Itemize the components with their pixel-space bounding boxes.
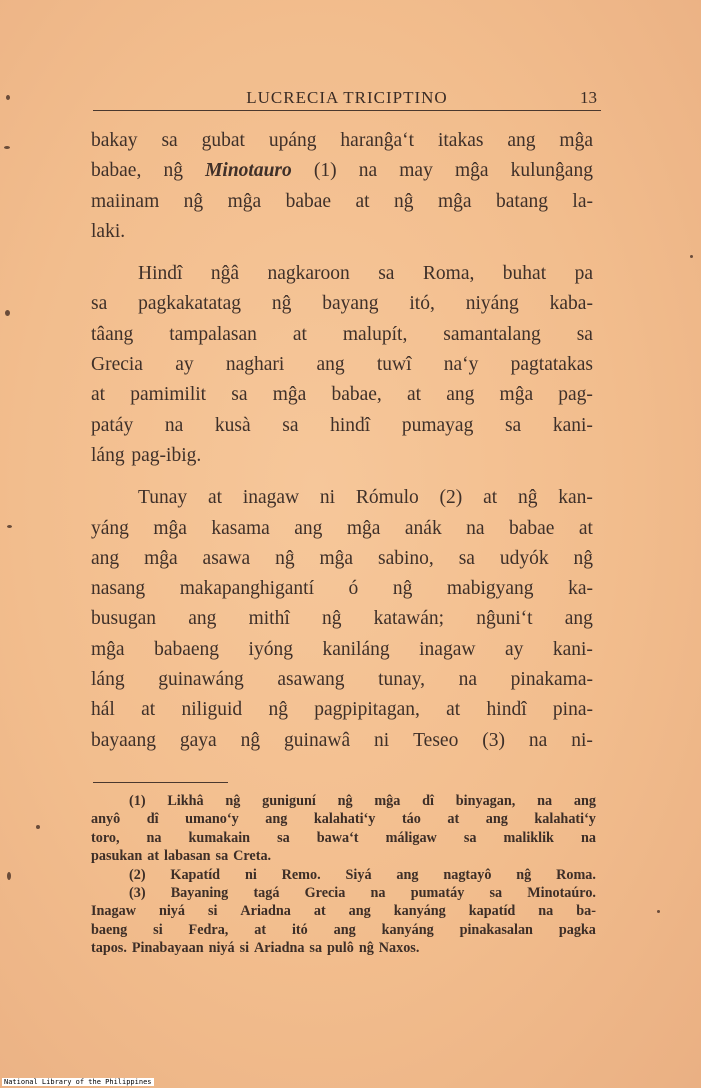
word: ang	[564, 608, 593, 630]
word: sa	[309, 940, 323, 957]
word: gaya	[179, 729, 217, 751]
word: mĝa	[144, 547, 178, 569]
word: Kapatíd	[170, 866, 221, 883]
margin-speck	[657, 910, 660, 913]
word: mĝa	[153, 517, 187, 539]
word: ang	[294, 517, 323, 539]
word: baeng	[91, 921, 128, 938]
word: ang	[396, 866, 419, 883]
running-title: LUCRECIA TRICIPTINO	[246, 88, 448, 107]
word: haranĝa‘t	[340, 130, 415, 151]
word: sa	[277, 829, 290, 846]
word: mithî	[248, 608, 290, 630]
word: máligaw	[385, 829, 437, 846]
word: pumatáy	[410, 884, 465, 901]
paragraph-gap	[91, 471, 593, 483]
word: mĝa	[437, 190, 472, 212]
body-text	[91, 126, 593, 756]
word: niyáng	[465, 293, 519, 315]
word: na	[537, 793, 553, 809]
footnote-line	[91, 921, 596, 939]
word: mabigyang	[446, 578, 534, 600]
word: Likhâ	[167, 793, 204, 809]
word: (1)	[313, 160, 337, 182]
word: tâang	[91, 323, 134, 345]
word: kanyáng	[393, 903, 446, 920]
footnote-line	[91, 847, 596, 865]
text-line	[91, 635, 593, 665]
word: bawa‘t	[316, 829, 359, 846]
word: Roma.	[556, 866, 596, 883]
word: pag-ibig.	[131, 444, 202, 466]
word: katawán;	[373, 608, 445, 630]
text-line	[91, 187, 593, 217]
word: babae,	[331, 384, 382, 406]
word: nĝ	[358, 940, 374, 957]
word: pagtatakas	[510, 354, 593, 376]
word: na	[538, 903, 554, 920]
word: na	[164, 414, 184, 436]
footnote-rule	[93, 782, 228, 783]
word: patáy	[91, 414, 134, 436]
word: pagpipitagan,	[314, 699, 420, 721]
word: sa	[231, 384, 248, 406]
word: guinawáng	[158, 669, 244, 691]
word: busugan	[91, 608, 156, 630]
word: sa	[161, 130, 178, 151]
word: at	[313, 903, 326, 920]
word: nĝ	[516, 866, 532, 883]
word: pinakasalan	[459, 921, 533, 938]
word: itakas	[437, 130, 484, 151]
word: inagaw	[242, 487, 300, 509]
word: hindî	[486, 699, 527, 721]
footnote-line	[91, 902, 596, 920]
footnote-line	[91, 792, 596, 810]
margin-speck	[7, 872, 11, 880]
word: nagtayô	[443, 866, 492, 883]
word: at	[254, 921, 267, 938]
word: dî	[422, 793, 434, 809]
word: nĝâ	[210, 263, 240, 285]
word: mĝa	[454, 160, 489, 182]
word: Fedra,	[188, 921, 229, 938]
word: Inagaw	[91, 903, 136, 920]
word: upáng	[268, 130, 317, 151]
word: kaniláng	[322, 638, 390, 660]
word: kumakain	[188, 829, 251, 846]
word: mĝa	[346, 517, 381, 539]
word: tuwî	[376, 354, 412, 376]
word: at	[207, 487, 223, 509]
word: laki.	[91, 220, 126, 242]
text-line	[91, 411, 593, 441]
word: Tunay	[138, 487, 188, 509]
word: kasama	[211, 517, 270, 539]
word: sa	[576, 323, 593, 345]
word: niyá	[208, 940, 235, 957]
word: nĝ	[517, 487, 538, 509]
word: kaba-	[549, 293, 593, 315]
page-number: 13	[580, 88, 597, 107]
word: labasan	[164, 848, 211, 865]
margin-speck	[7, 525, 12, 528]
word: at	[141, 699, 156, 721]
word: ó	[348, 578, 359, 600]
word: sa	[458, 547, 475, 569]
word: tunay,	[378, 669, 426, 691]
word: tapos.	[91, 940, 127, 957]
word: si	[153, 921, 163, 938]
running-header	[93, 86, 601, 112]
word: itó	[291, 921, 308, 938]
footnote-line	[91, 939, 596, 957]
word: Creta.	[233, 848, 272, 865]
word: kalahati‘y	[534, 811, 596, 828]
word: na	[458, 669, 478, 691]
word: udyók	[499, 547, 549, 569]
word: pina-	[552, 699, 593, 721]
word: buhat	[502, 263, 547, 285]
word: niyá	[158, 903, 185, 920]
word: at	[292, 323, 307, 345]
word: láng	[91, 669, 125, 691]
word: at	[406, 384, 422, 406]
footnote-line	[91, 829, 596, 847]
word: makapanghigantí	[179, 578, 314, 600]
footnotes	[91, 792, 596, 958]
word: ba-	[576, 903, 596, 920]
word: guniguní	[262, 793, 316, 809]
word: guinawâ	[284, 729, 351, 751]
paragraph-gap	[91, 247, 593, 259]
word: tagá	[253, 884, 280, 901]
word: mĝa	[374, 793, 401, 809]
margin-speck	[36, 825, 40, 829]
word: Teseo	[413, 729, 459, 751]
word: pumayag	[401, 414, 474, 436]
text-line	[91, 217, 593, 247]
word: ang	[188, 608, 217, 630]
word: naghari	[225, 354, 285, 376]
word: mĝa	[91, 638, 125, 660]
word: maiinam	[91, 190, 160, 212]
word: samantalang	[443, 323, 541, 345]
footnote-line	[91, 884, 596, 902]
word: (2)	[129, 866, 146, 883]
word: sa	[91, 293, 108, 315]
word: mĝa	[272, 384, 307, 406]
word: babae	[285, 190, 332, 212]
word: ni-	[571, 729, 593, 751]
word: gubat	[201, 130, 245, 151]
word: la-	[572, 190, 593, 212]
word: ang	[573, 793, 596, 809]
word: na	[580, 829, 596, 846]
header-rule	[93, 110, 601, 111]
word: batang	[496, 190, 548, 212]
word: nĝ	[392, 578, 413, 600]
word: (1)	[129, 793, 146, 809]
word: at	[355, 190, 370, 212]
word: si	[239, 940, 250, 957]
word: Grecia	[304, 884, 346, 901]
footnote-line	[91, 866, 596, 884]
margin-speck	[5, 310, 10, 316]
word: at	[447, 811, 460, 828]
text-line	[91, 350, 593, 380]
word: ang	[91, 547, 120, 569]
word: ang	[348, 903, 371, 920]
word: Minotauro	[205, 160, 292, 182]
word: itó,	[409, 293, 435, 315]
word: anák	[404, 517, 442, 539]
word: malupít,	[342, 323, 408, 345]
word: nasang	[91, 578, 146, 600]
word: kapatíd	[468, 903, 516, 920]
footnote-line	[91, 810, 596, 828]
word: sa	[215, 848, 229, 865]
word: ni	[244, 866, 257, 883]
word: iyóng	[248, 638, 293, 660]
word: babae,	[91, 160, 142, 182]
word: nĝuni‘t	[476, 608, 533, 630]
word: kan-	[558, 487, 593, 509]
word: sa	[282, 414, 299, 436]
word: tampalasan	[169, 323, 257, 345]
text-line	[91, 156, 593, 186]
word: babaeng	[154, 638, 220, 660]
text-line	[91, 289, 593, 319]
text-line	[91, 726, 593, 756]
word: ay	[504, 638, 524, 660]
text-line	[91, 544, 593, 574]
word: maliklik	[503, 829, 554, 846]
word: Ariadna	[254, 940, 305, 957]
word: kanyáng	[381, 921, 434, 938]
word: si	[207, 903, 218, 920]
word: kulunĝang	[510, 160, 593, 182]
text-line	[91, 574, 593, 604]
word: (2)	[439, 487, 463, 509]
word: pulô	[327, 940, 354, 957]
word: nĝ	[275, 547, 295, 569]
word: na	[466, 517, 485, 539]
text-line	[91, 259, 593, 289]
word: sabino,	[377, 547, 434, 569]
word: pa	[574, 263, 593, 285]
word: Remo.	[281, 866, 321, 883]
word: niliguid	[181, 699, 243, 721]
word: na	[528, 729, 548, 751]
text-line	[91, 695, 593, 725]
word: bayang	[322, 293, 379, 315]
word: mĝa	[499, 384, 534, 406]
word: táo	[401, 811, 421, 828]
word: sa	[489, 884, 503, 901]
word: Ariadna	[240, 903, 291, 920]
word: at	[147, 848, 160, 865]
word: pinakama-	[510, 669, 593, 691]
word: ang	[485, 811, 508, 828]
word: Roma,	[422, 263, 475, 285]
word: nĝ	[240, 729, 261, 751]
word: na	[370, 884, 386, 901]
word: kusà	[214, 414, 251, 436]
word: nĝ	[337, 793, 353, 809]
word: umano‘y	[185, 811, 239, 828]
word: ang	[446, 384, 475, 406]
word: bayaang	[91, 729, 156, 751]
word: inagaw	[419, 638, 476, 660]
word: sa	[463, 829, 477, 846]
text-line	[91, 380, 593, 410]
word: ni	[319, 487, 336, 509]
word: at	[91, 384, 106, 406]
word: ni	[374, 729, 390, 751]
word: nĝ	[271, 293, 292, 315]
word: pag-	[558, 384, 593, 406]
text-line	[91, 665, 593, 695]
text-line	[91, 604, 593, 634]
text-line	[91, 441, 593, 471]
word: hál	[91, 699, 115, 721]
word: bakay	[91, 130, 138, 151]
word: na	[358, 160, 378, 182]
word: na	[146, 829, 162, 846]
word: at	[578, 517, 593, 539]
word: Minotaúro.	[527, 884, 596, 901]
word: Siyá	[345, 866, 372, 883]
word: kani-	[552, 638, 593, 660]
word: yáng	[91, 517, 129, 539]
word: sa	[504, 414, 522, 436]
word: ay	[175, 354, 194, 376]
word: may	[399, 160, 433, 182]
text-line	[91, 320, 593, 350]
word: Grecia	[91, 354, 143, 376]
word: Pinabayaan	[131, 940, 204, 957]
word: babae	[508, 517, 555, 539]
word: at	[483, 487, 498, 509]
word: asawa	[202, 547, 251, 569]
word: Naxos.	[378, 940, 420, 957]
word: (3)	[129, 884, 146, 901]
word: binyagan,	[455, 793, 516, 809]
word: na‘y	[443, 354, 479, 376]
word: dî	[146, 811, 159, 828]
word: sa	[378, 263, 395, 285]
word: nĝ	[163, 160, 183, 182]
word: nĝ	[394, 190, 414, 212]
word: pasukan	[91, 848, 143, 865]
word: mĝa	[227, 190, 262, 212]
word: kalahati‘y	[313, 811, 376, 828]
word: pagkakatatag	[138, 293, 241, 315]
word: ang	[265, 811, 288, 828]
margin-speck	[6, 95, 10, 100]
word: nĝ	[321, 608, 342, 630]
word: ang	[333, 921, 356, 938]
text-line	[91, 126, 593, 156]
margin-speck	[4, 146, 10, 149]
text-line	[91, 514, 593, 544]
word: hindî	[330, 414, 371, 436]
word: mĝa	[559, 130, 593, 151]
word: ka-	[568, 578, 593, 600]
margin-speck	[690, 255, 693, 258]
word: at	[446, 699, 461, 721]
word: anyô	[91, 811, 121, 828]
word: nĝ	[573, 547, 593, 569]
word: asawang	[277, 669, 345, 691]
library-credit: National Library of the Philippines	[4, 1078, 152, 1086]
word: nĝ	[183, 190, 204, 212]
word: Rómulo	[355, 487, 419, 509]
text-line	[91, 483, 593, 513]
word: Bayaning	[170, 884, 229, 901]
word: (3)	[482, 729, 505, 751]
word: ang	[507, 130, 536, 151]
word: nagkaroon	[267, 263, 350, 285]
word: láng	[91, 444, 125, 466]
word: pamimilit	[130, 384, 207, 406]
word: ang	[316, 354, 345, 376]
word: kani-	[552, 414, 593, 436]
word: Hindî	[138, 263, 183, 285]
word: mĝa	[319, 547, 354, 569]
word: toro,	[91, 829, 120, 846]
word: nĝ	[268, 699, 288, 721]
word: nĝ	[225, 793, 241, 809]
word: pagka	[558, 921, 596, 938]
